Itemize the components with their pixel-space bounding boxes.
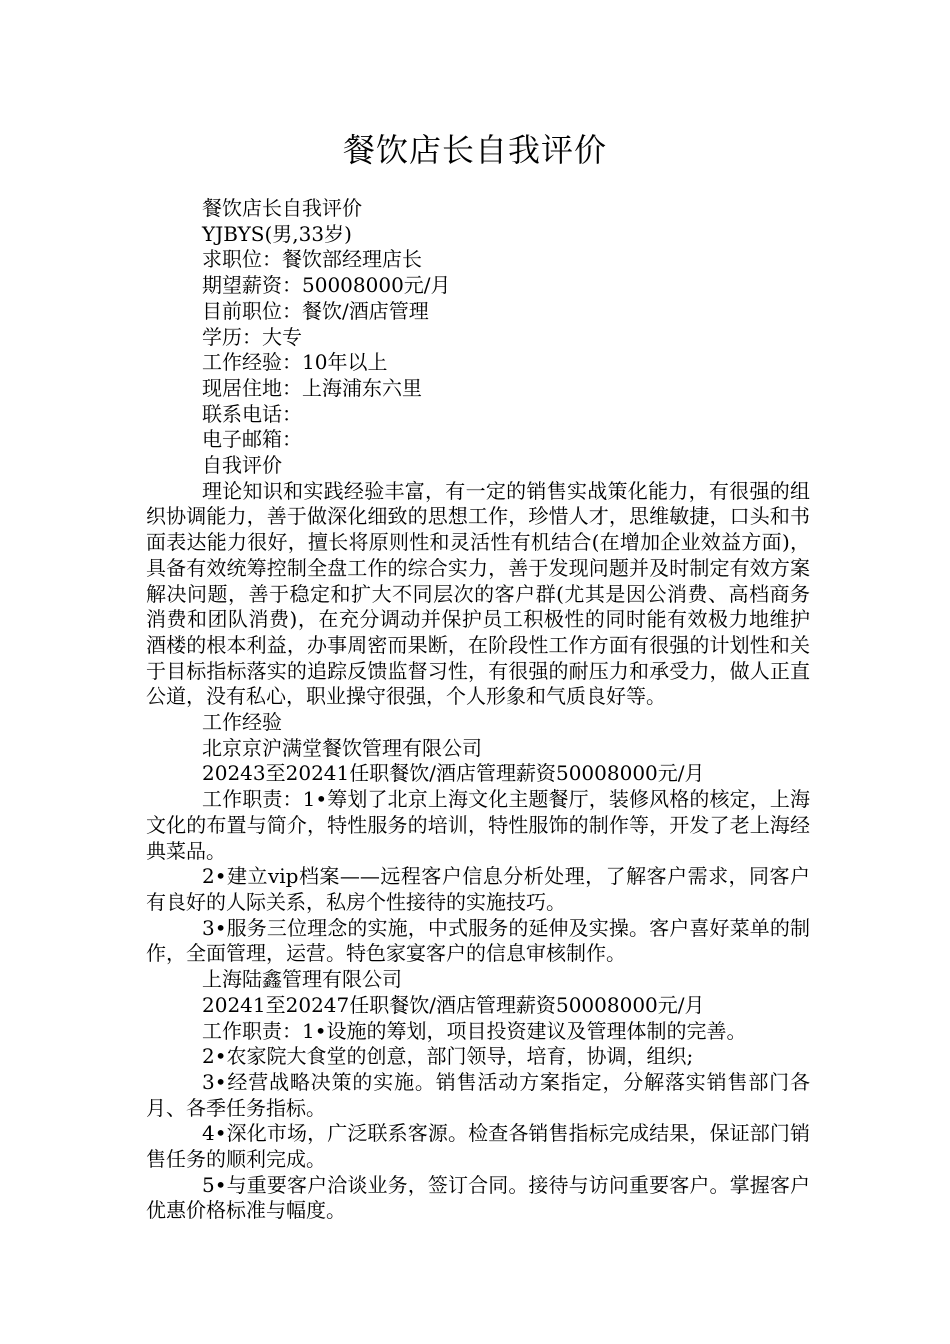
- education-line: 学历：大专: [202, 324, 302, 349]
- current-position-line: 目前职位：餐饮/酒店管理: [202, 298, 429, 323]
- job1-company: 北京京沪满堂餐饮管理有限公司: [202, 735, 482, 760]
- document-title: 餐饮店长自我评价: [342, 131, 607, 169]
- job2-company: 上海陆鑫管理有限公司: [202, 967, 402, 992]
- job1-duty-2: 2•建立vip档案——远程客户信息分析处理，了解客户需求，同客户有良好的人际关系，私房个性接待的实施技巧。: [146, 864, 810, 914]
- job1-duty-1: 工作职责：1•筹划了北京上海文化主题餐厅，装修风格的核定，上海文化的布置与简介，特性服务的培训，特性服饰的制作等，开发了老上海经典菜品。: [146, 787, 810, 863]
- job1-duty-3: 3•服务三位理念的实施，中式服务的延伸及实操。客户喜好菜单的制作，全面管理，运营。特色家宴客户的信息审核制作。: [146, 915, 810, 966]
- self-eval-heading: 自我评价: [202, 453, 282, 478]
- candidate-line: YJBYS(男,33岁): [202, 221, 352, 246]
- phone-line: 联系电话：: [202, 401, 302, 426]
- work-experience-line: 工作经验：10年以上: [202, 350, 388, 375]
- residence-line: 现居住地：上海浦东六里: [202, 375, 422, 400]
- job2-duty-5: 5•与重要客户洽谈业务，签订合同。接待与访问重要客户。掌握客户优惠价格标准与幅度。: [146, 1172, 810, 1223]
- work-experience-heading: 工作经验: [202, 710, 282, 735]
- job1-period: 20243至20241任职餐饮/酒店管理薪资50008000元/月: [202, 761, 705, 786]
- job2-duty-4: 4•深化市场，广泛联系客源。检查各销售指标完成结果，保证部门销售任务的顺利完成。: [146, 1121, 810, 1172]
- job2-duty-2: 2•农家院大食堂的创意，部门领导，培育，协调，组织;: [202, 1044, 694, 1069]
- email-line: 电子邮箱：: [202, 427, 302, 452]
- resume-title-line: 餐饮店长自我评价: [202, 196, 362, 220]
- job2-duty-3: 3•经营战略决策的实施。销售活动方案指定，分解落实销售部门各月、各季任务指标。: [146, 1069, 810, 1120]
- job2-period: 20241至20247任职餐饮/酒店管理薪资50008000元/月: [202, 992, 705, 1017]
- self-eval-paragraph: 理论知识和实践经验丰富，有一定的销售实战策化能力，有很强的组织协调能力，善于做深化细致的思想工作，珍惜人才，思维敏捷，口头和书面表达能力很好，擅长将原则性和灵活性有机结合(在增加企业效益方面)，具备有效统筹控制全盘工作的综合实力，善于发现问题并及时制定有效方案解决问题，善于稳定和扩大不同层次的客户群(尤其是因公消费、高档商务消费和团队消费)，在充分调动并保护员工积极性的同时能有效极力地维护酒楼的根本利益，办事周密而果断，在阶段性工作方面有很强的计划性和关于目标指标落实的追踪反馈监督习性，有很强的耐压力和承受力，做人正直公道，没有私心，职业操守很强，个人形象和气质良好等。: [146, 478, 810, 709]
- expected-salary-line: 期望薪资：50008000元/月: [202, 273, 451, 298]
- desired-position-line: 求职位：餐饮部经理店长: [202, 247, 422, 272]
- document-body: [146, 196, 810, 1224]
- job2-duty-1: 工作职责：1•设施的筹划，项目投资建议及管理体制的完善。: [202, 1018, 747, 1043]
